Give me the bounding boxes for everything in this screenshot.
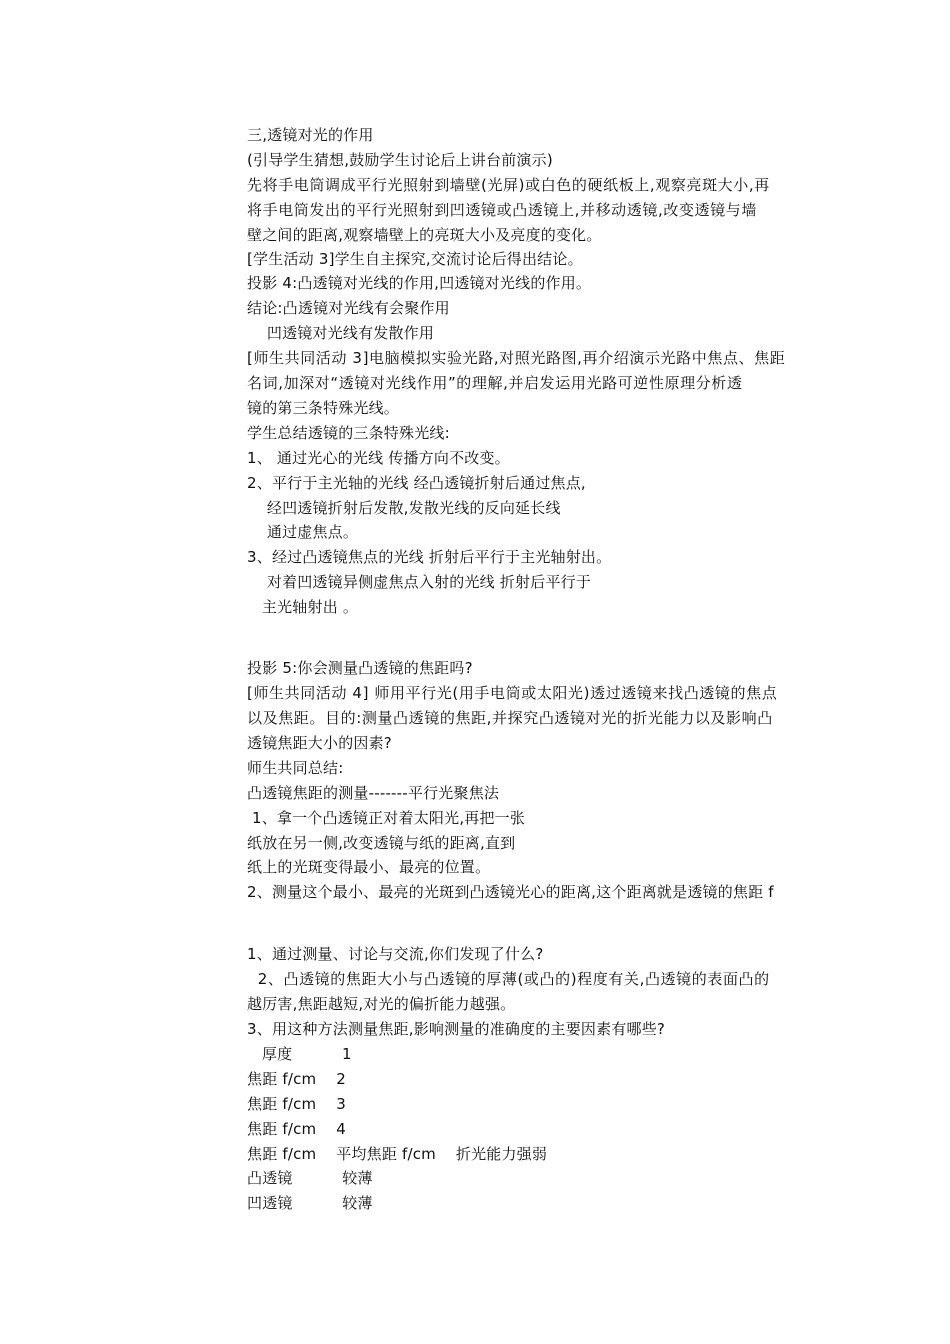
text-line: 越厉害,焦距越短,对光的偏折能力越强。: [247, 995, 516, 1013]
text-line: 2、平行于主光轴的光线 经凸透镜折射后通过焦点,: [247, 474, 586, 492]
text-line: 师生共同总结:: [247, 759, 344, 777]
table-row: 焦距 f/cm 3: [247, 1095, 346, 1113]
table-row: 凸透镜 较薄: [247, 1169, 373, 1187]
text-line: 凹透镜对光线有发散作用: [247, 324, 435, 342]
text-line: 纸放在另一侧,改变透镜与纸的距离,直到: [247, 834, 516, 852]
text-line: 3、经过凸透镜焦点的光线 折射后平行于主光轴射出。: [247, 548, 612, 566]
text-line: 2、测量这个最小、最亮的光斑到凸透镜光心的距离,这个距离就是透镜的焦距 f: [247, 883, 774, 901]
text-line: [师生共同活动 3]电脑模拟实验光路,对照光路图,再介绍演示光路中焦点、焦距: [247, 349, 786, 367]
text-line: 主光轴射出 。: [247, 598, 359, 616]
text-line: 通过虚焦点。: [247, 523, 359, 541]
text-line: (引导学生猜想,鼓励学生讨论后上讲台前演示): [247, 151, 553, 169]
text-line: 经凹透镜折射后发散,发散光线的反向延长线: [247, 499, 561, 517]
text-line: [学生活动 3]学生自主探究,交流讨论后得出结论。: [247, 250, 583, 268]
text-line: 2、凸透镜的焦距大小与凸透镜的厚薄(或凸的)程度有关,凸透镜的表面凸的: [247, 970, 770, 988]
text-line: 投影 5:你会测量凸透镜的焦距吗?: [247, 659, 473, 677]
text-line: 学生总结透镜的三条特殊光线:: [247, 424, 450, 442]
text-line: 3、用这种方法测量焦距,影响测量的准确度的主要因素有哪些?: [247, 1020, 666, 1038]
table-row: 凹透镜 较薄: [247, 1194, 373, 1212]
text-line: 投影 4:凸透镜对光线的作用,凹透镜对光线的作用。: [247, 274, 592, 292]
section-heading: 三,透镜对光的作用: [247, 126, 374, 144]
table-row: 焦距 f/cm 平均焦距 f/cm 折光能力强弱: [247, 1145, 548, 1163]
text-line: 壁之间的距离,观察墙壁上的亮斑大小及亮度的变化。: [247, 226, 602, 244]
text-line: 1、 通过光心的光线 传播方向不改变。: [247, 449, 510, 467]
text-line: [师生共同活动 4] 师用平行光(用手电筒或太阳光)透过透镜来找凸透镜的焦点: [247, 684, 778, 702]
text-line: 透镜焦距大小的因素?: [247, 734, 392, 752]
text-line: 结论:凸透镜对光线有会聚作用: [247, 299, 450, 317]
text-line: 以及焦距。目的:测量凸透镜的焦距,并探究凸透镜对光的折光能力以及影响凸: [247, 709, 773, 727]
text-line: 先将手电筒调成平行光照射到墙壁(光屏)或白色的硬纸板上,观察亮斑大小,再: [247, 176, 770, 194]
text-line: 将手电筒发出的平行光照射到凹透镜或凸透镜上,并移动透镜,改变透镜与墙: [247, 201, 757, 219]
text-line: 凸透镜焦距的测量-------平行光聚焦法: [247, 784, 500, 802]
table-row: 焦距 f/cm 4: [247, 1120, 346, 1138]
table-row: 厚度 1: [247, 1045, 352, 1063]
text-line: 1、拿一个凸透镜正对着太阳光,再把一张: [247, 809, 526, 827]
text-line: 1、通过测量、讨论与交流,你们发现了什么?: [247, 945, 544, 963]
text-line: 对着凹透镜异侧虚焦点入射的光线 折射后平行于: [247, 573, 592, 591]
text-line: 名词,加深对“透镜对光线作用”的理解,并启发运用光路可逆性原理分析透: [247, 374, 743, 392]
text-line: 纸上的光斑变得最小、最亮的位置。: [247, 858, 491, 876]
table-row: 焦距 f/cm 2: [247, 1070, 346, 1088]
text-line: 镜的第三条特殊光线。: [247, 399, 400, 417]
